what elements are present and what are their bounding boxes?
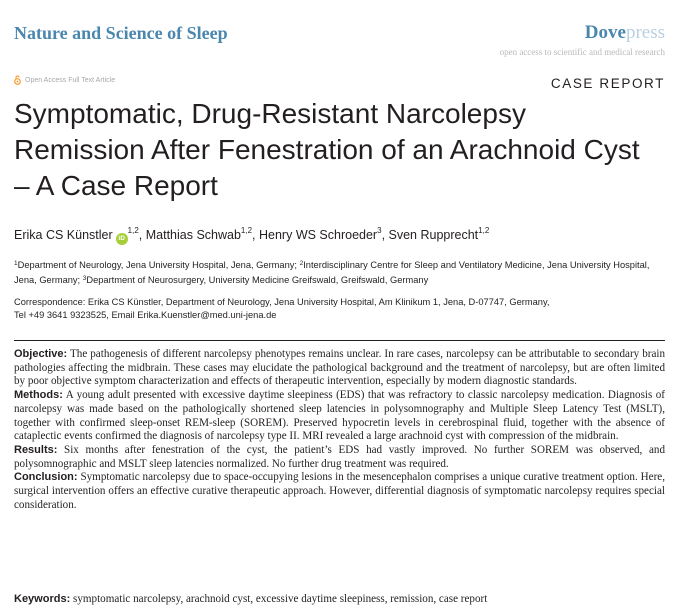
journal-name: Nature and Science of Sleep (14, 23, 228, 43)
abstract-text: The pathogenesis of different narcolepsy phenotypes remains unclear. In rare cases, narcolepsy can be attributable to secondary brain pathologies affecting the midbrain. These cases may elucidate the pathological background and the treatment of narcolepsy, but are often limited by poor objective symptom characterization and effects of therapeutic intervention, especially by modern diagnostic standards. (14, 348, 665, 388)
author-affiliation-sup: 1,2 (240, 226, 253, 235)
author-name[interactable]: Sven Rupprecht (388, 228, 479, 242)
abstract-label: Objective: (14, 348, 68, 360)
abstract-label: Methods: (14, 389, 63, 402)
abstract-text: A young adult presented with excessive daytime sleepiness (EDS) that was refractory to classic narcolepsy medication. Diagnosis of narcolepsy was made based on the pathologically shortened sleep latencies in polysomnography and Multiple Sleep Latency Test (MSLT), together with confirmed sleep-onset REM-sleep (SOREM). Preserved hypocretin levels in cerebrospinal fluid, together with the absence of cataplectic events confirmed the diagnosis of narcolepsy type II. MRI revealed a large arachnoid cyst with compression of the midbrain. (14, 389, 665, 443)
abstract-text: Six months after fenestration of the cyst, the patient’s EDS had vastly improved. No further SOREM was observed, and polysomnographic and MSLT sleep latencies normalized. No further drug treatment was required. (14, 443, 665, 470)
publisher-logo-part2: press (625, 22, 665, 43)
author-separator: , (138, 228, 146, 242)
abstract-text: Symptomatic narcolepsy due to space-occupying lesions in the mesencephalon comprises a unique curative treatment option. Here, surgical intervention offers an effective curative therapeutic approach. However, differential diagnosis of symptomatic narcolepsy requires special consideration. (14, 471, 665, 511)
author-affiliation-sup: 3 (377, 226, 382, 235)
correspondence (14, 296, 666, 322)
abstract-conclusion (14, 471, 665, 512)
open-access-text: Open Access Full Text Article (25, 76, 116, 84)
author-affiliation-sup: 1,2 (127, 226, 139, 235)
abstract-results (14, 444, 665, 471)
article-type: CASE REPORT (550, 76, 665, 91)
author-name[interactable]: Erika CS Künstler (14, 228, 113, 242)
publisher-tagline: open access to scientific and medical research (499, 47, 665, 57)
abstract-methods (14, 389, 665, 444)
affiliation-text: Department of Neurology, Jena University Hospital, Jena, Germany; (17, 260, 300, 270)
divider (14, 340, 665, 341)
affiliation-sup: 1 (14, 260, 18, 267)
author-affiliation-sup: 1,2 (478, 226, 490, 235)
orcid-icon[interactable]: iD (116, 233, 128, 245)
author-separator: , (381, 228, 389, 242)
open-access-label (14, 75, 115, 85)
correspondence-line: Correspondence: Erika CS Künstler, Department of Neurology, Jena University Hospital, Am Klinikum 1, Jena, D-07747, Germany, (14, 297, 550, 307)
open-access-lock-icon (14, 75, 21, 85)
affiliation-sup: 2 (299, 260, 304, 267)
author-list (14, 226, 489, 245)
author-separator: , (252, 228, 259, 242)
affiliation-text: Department of Neurosurgery, University Medicine Greifswald, Greifswald, Germany (86, 275, 429, 285)
abstract-label: Results: (14, 443, 58, 456)
author-name[interactable]: Matthias Schwab (145, 228, 241, 242)
correspondence-contact[interactable]: Tel +49 3641 9323525, Email Erika.Kuenstler@med.uni-jena.de (14, 310, 277, 320)
article-title: Symptomatic, Drug-Resistant Narcolepsy Remission After Fenestration of an Arachnoid Cyst – A Case Report (14, 98, 640, 201)
affiliations (14, 257, 666, 287)
keywords (14, 593, 665, 607)
keywords-text: symptomatic narcolepsy, arachnoid cyst, excessive daytime sleepiness, remission, case report (73, 593, 488, 605)
publisher-logo[interactable] (585, 22, 665, 44)
keywords-label: Keywords: (14, 593, 71, 605)
affiliation-sup: 3 (82, 275, 87, 282)
abstract (14, 348, 665, 512)
abstract-objective (14, 348, 665, 389)
publisher-logo-part1: Dove (584, 22, 626, 43)
affiliation-text: Interdisciplinary Centre for Sleep and Ventilatory Medicine, Jena University Hospital, Jena, Germany; (14, 260, 650, 285)
abstract-label: Conclusion: (14, 471, 78, 484)
author-name[interactable]: Henry WS Schroeder (259, 228, 378, 242)
